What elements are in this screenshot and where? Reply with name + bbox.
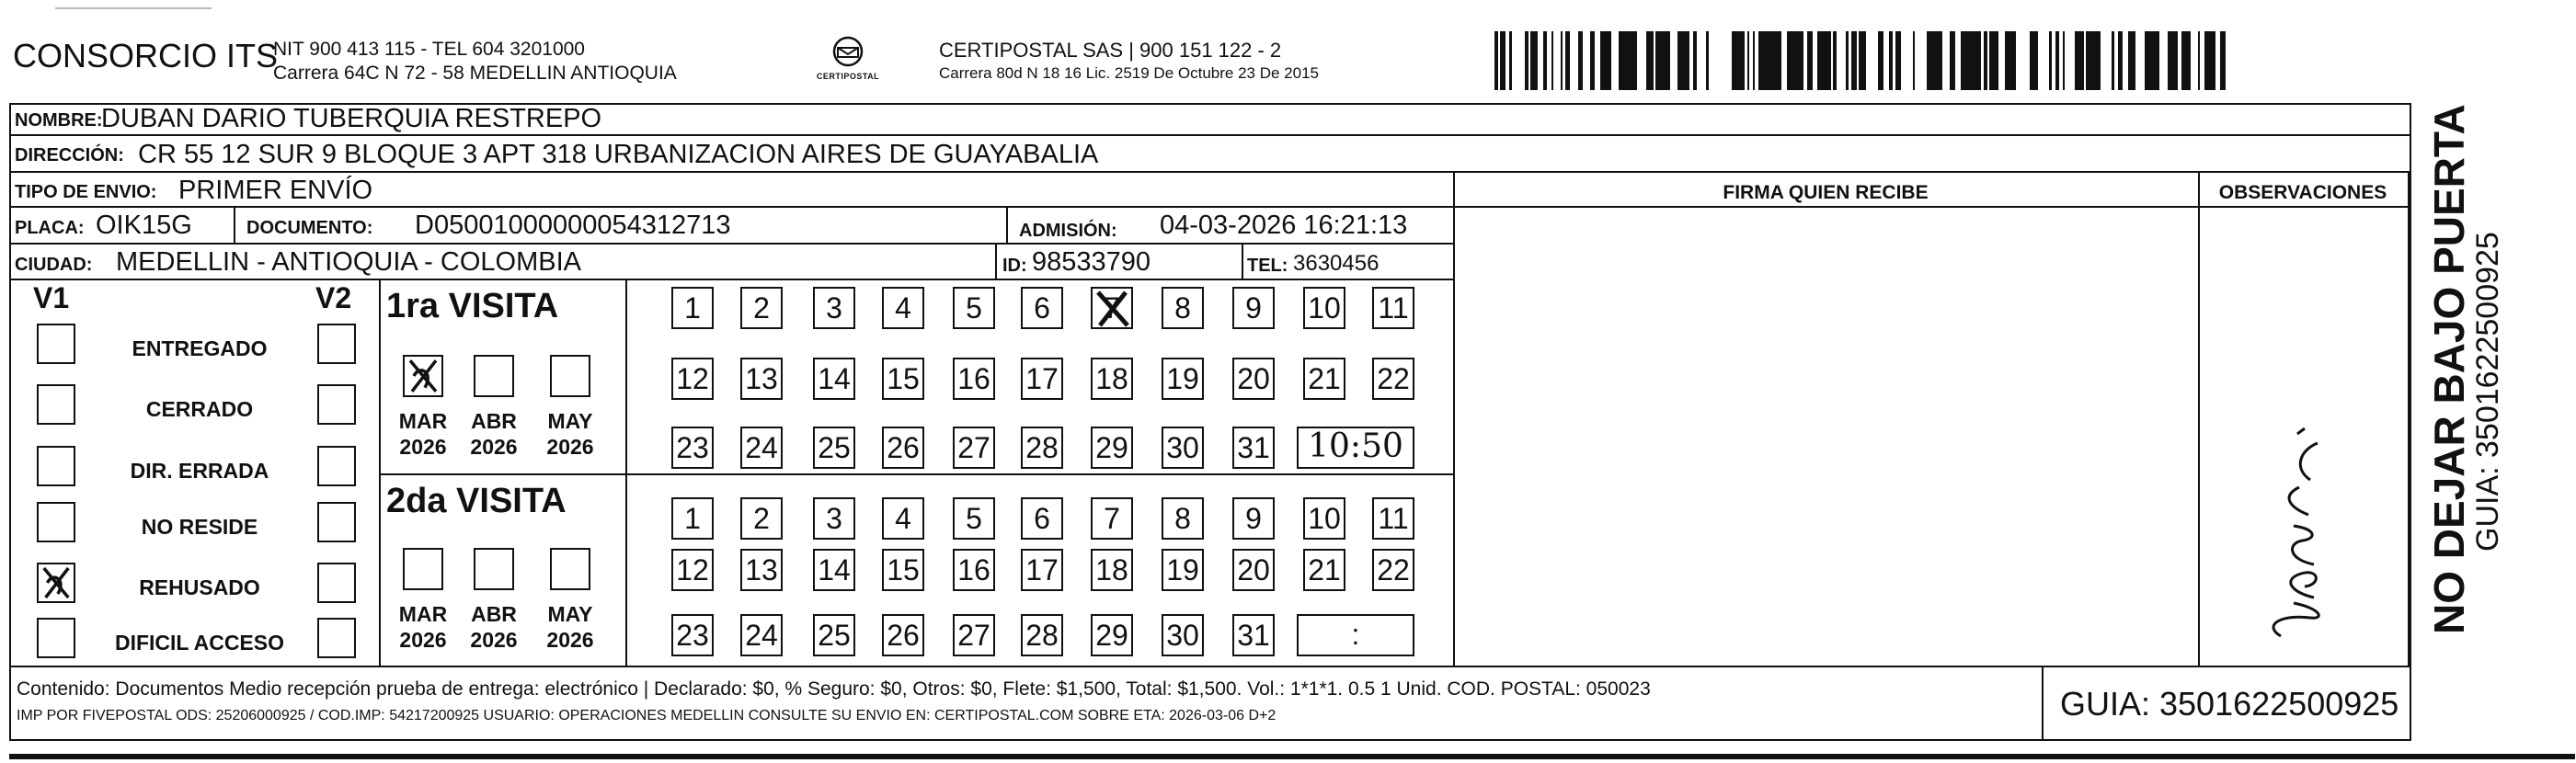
barcode-bar (1693, 31, 1697, 90)
first-visit-time[interactable]: 10:50 (1297, 427, 1414, 469)
day-box-25[interactable]: 25 (813, 614, 855, 656)
barcode-bar (2151, 31, 2157, 90)
barcode-bar (2206, 31, 2210, 90)
day-box-28[interactable]: 28 (1021, 427, 1063, 469)
status-divider (379, 279, 381, 666)
barcode-bar (1768, 31, 1772, 90)
barcode-bar (2030, 31, 2032, 90)
barcode-bar (1732, 31, 1734, 90)
day-box-7[interactable]: 7 (1091, 287, 1133, 329)
barcode-bar (2112, 31, 2114, 90)
barcode-bar (1665, 31, 1668, 90)
top-edge-marks (55, 0, 212, 9)
barcode-bar (1995, 31, 1998, 90)
day-box-17[interactable]: 17 (1021, 358, 1063, 400)
barcode-bar (1778, 31, 1781, 90)
day-box-13[interactable]: 13 (740, 358, 783, 400)
day-box-16[interactable]: 16 (953, 358, 995, 400)
barcode-bar (2132, 31, 2135, 90)
barcode-bar (2204, 31, 2206, 90)
documento-value: D05001000000054312713 (415, 211, 731, 240)
barcode-bar (2012, 31, 2016, 90)
v2-checkbox[interactable] (317, 324, 356, 364)
barcode-bar (1677, 31, 1682, 90)
barcode-bar (1651, 31, 1654, 90)
barcode-bar (1799, 31, 1803, 90)
day-box-4[interactable]: 4 (882, 287, 924, 329)
carrier-line2: Carrera 80d N 18 16 Lic. 2519 De Octubre 23 De 2015 (939, 64, 1319, 82)
day-box-5[interactable]: 5 (953, 287, 995, 329)
day-box-3[interactable]: 3 (813, 497, 855, 540)
barcode-bar (1895, 31, 1897, 90)
barcode-bar (1646, 31, 1651, 90)
barcode-bar (1826, 31, 1831, 90)
status-label: REHUSADO (139, 575, 260, 599)
v1-label: V1 (33, 281, 70, 314)
footer-imp: IMP POR FIVEPOSTAL ODS: 25206000925 / COD.IMP: 54217200925 USUARIO: OPERACIONES MEDELLIN CONSULTE SU ENVIO EN: CERTIPOSTAL.COM SOBRE ETA: 2026-03-06 D+2 (17, 708, 1277, 723)
day-box-28[interactable]: 28 (1021, 614, 1063, 656)
barcode-bar (1567, 31, 1570, 90)
barcode-bar (2168, 31, 2172, 90)
column-divider (2408, 171, 2410, 666)
barcode-bar (2008, 31, 2012, 90)
barcode-bar (1627, 31, 1632, 90)
year-label: 2026 (546, 628, 594, 652)
footer-content: Contenido: Documentos Medio recepción prueba de entrega: electrónico | Declarado: $0, % Seguro: $0, Otros: $0, Flete: $1,500, Total: $1,500. Vol.: 1*1*1. 0.5 1 Unid. COD. POSTAL: 050023 (17, 678, 1651, 700)
barcode-bar (1817, 31, 1822, 90)
status-label: DIFICIL ACCESO (114, 631, 284, 655)
v2-label: V2 (315, 281, 352, 314)
documento-label: DOCUMENTO: (246, 218, 373, 238)
barcode-bar (1734, 31, 1737, 90)
barcode-bar (2186, 31, 2189, 90)
column-divider (1453, 171, 1455, 666)
day-box-21[interactable]: 21 (1303, 549, 1345, 591)
day-box-14[interactable]: 14 (813, 549, 855, 591)
barcode-bar (1971, 31, 1974, 90)
direccion-value: CR 55 12 SUR 9 BLOQUE 3 APT 318 URBANIZACION AIRES DE GUAYABALIA (138, 140, 1099, 169)
barcode-bar (1897, 31, 1901, 90)
barcode-bar (2212, 31, 2215, 90)
barcode-bar (1561, 31, 1563, 90)
barcode-bar (1687, 31, 1689, 90)
day-box-31[interactable]: 31 (1232, 614, 1275, 656)
row-line (9, 171, 2411, 173)
year-label: 2026 (470, 435, 518, 459)
barcode-bar (2049, 31, 2052, 90)
placa-value: OIK15G (96, 211, 192, 240)
barcode-bar (2198, 31, 2200, 90)
second-visit-title: 2da VISITA (386, 482, 567, 520)
tipo-envio-value: PRIMER ENVÍO (178, 176, 373, 205)
day-box-26[interactable]: 26 (882, 427, 924, 469)
carrier-line1: CERTIPOSTAL SAS | 900 151 122 - 2 (939, 39, 1282, 62)
day-box-1[interactable]: 1 (671, 497, 714, 540)
month-checkbox-abr[interactable] (474, 355, 514, 397)
cell-divider (995, 245, 997, 279)
status-label: CERRADO (145, 397, 254, 421)
day-box-22[interactable]: 22 (1372, 549, 1414, 591)
barcode-bar (2097, 31, 2101, 90)
barcode-bar (1934, 31, 1940, 90)
month-label: ABR (471, 602, 517, 626)
barcode-bar (1913, 31, 1915, 90)
barcode-bar (1863, 31, 1866, 90)
month-checkbox-mar[interactable] (403, 355, 443, 397)
barcode-bar (1772, 31, 1778, 90)
id-label: ID: (1002, 256, 1027, 276)
barcode-bar (1578, 31, 1583, 90)
company-line1: NIT 900 413 115 - TEL 604 3201000 (273, 39, 585, 60)
barcode-bar (1753, 31, 1755, 90)
day-box-5[interactable]: 5 (953, 497, 995, 540)
day-box-6[interactable]: 6 (1021, 497, 1063, 540)
barcode-bar (1747, 31, 1749, 90)
side-warning: NO DEJAR BAJO PUERTA (2425, 104, 2473, 634)
admision-value: 04-03-2026 16:21:13 (1160, 211, 1408, 240)
check-mark-icon (39, 564, 74, 601)
day-box-23[interactable]: 23 (671, 427, 714, 469)
day-box-4[interactable]: 4 (882, 497, 924, 540)
cell-divider (1006, 208, 1008, 243)
barcode-bar (1791, 31, 1795, 90)
first-visit-title: 1ra VISITA (386, 287, 559, 325)
day-box-27[interactable]: 27 (953, 427, 995, 469)
barcode-bar (2220, 31, 2226, 90)
day-box-29[interactable]: 29 (1091, 614, 1133, 656)
day-box-22[interactable]: 22 (1372, 358, 1414, 400)
day-box-30[interactable]: 30 (1162, 614, 1204, 656)
barcode-bar (1984, 31, 1987, 90)
firma-header: FIRMA QUIEN RECIBE (1723, 182, 1929, 203)
v1-checkbox[interactable] (37, 563, 75, 603)
barcode-bar (1931, 31, 1934, 90)
month-label: MAY (547, 602, 593, 626)
barcode-bar (2032, 31, 2038, 90)
month-checkbox-may[interactable] (550, 548, 590, 590)
year-label: 2026 (399, 435, 447, 459)
barcode-bar (1795, 31, 1799, 90)
barcode-bar (1940, 31, 1942, 90)
day-box-31[interactable]: 31 (1232, 427, 1275, 469)
barcode-bar (1668, 31, 1670, 90)
barcode-bar (2005, 31, 2008, 90)
year-label: 2026 (470, 628, 518, 652)
barcode-bar (1608, 31, 1611, 90)
barcode-bar (1860, 31, 1863, 90)
day-box-16[interactable]: 16 (953, 549, 995, 591)
ciudad-label: CIUDAD: (15, 255, 93, 275)
id-value: 98533790 (1032, 247, 1151, 277)
barcode-bar (1833, 31, 1837, 90)
barcode-bar (1536, 31, 1538, 90)
day-box-18[interactable]: 18 (1091, 549, 1133, 591)
barcode-bar (2157, 31, 2159, 90)
barcode-bar (1632, 31, 1637, 90)
day-box-18[interactable]: 18 (1091, 358, 1133, 400)
barcode-bar (1950, 31, 1952, 90)
month-checkbox-mar[interactable] (403, 548, 443, 590)
barcode-bar (2055, 31, 2059, 90)
barcode-bar (1966, 31, 1971, 90)
day-box-13[interactable]: 13 (740, 549, 783, 591)
barcode-bar (1889, 31, 1893, 90)
barcode-bar (1878, 31, 1883, 90)
ciudad-value: MEDELLIN - ANTIOQUIA - COLOMBIA (116, 247, 581, 277)
day-box-24[interactable]: 24 (740, 614, 783, 656)
day-box-3[interactable]: 3 (813, 287, 855, 329)
day-box-21[interactable]: 21 (1303, 358, 1345, 400)
v2-checkbox[interactable] (317, 446, 356, 486)
footer-guia-divider (2042, 666, 2044, 741)
barcode-bar (2128, 31, 2132, 90)
barcode-bar (1551, 31, 1553, 90)
barcode-bar (1661, 31, 1665, 90)
check-mark-icon (1091, 287, 1133, 329)
day-box-29[interactable]: 29 (1091, 427, 1133, 469)
side-guia: GUIA: 3501622500925 (2470, 232, 2505, 552)
day-box-9[interactable]: 9 (1232, 287, 1275, 329)
barcode-bar (1655, 31, 1659, 90)
v1-checkbox[interactable] (37, 384, 75, 425)
certipostal-logo (807, 35, 889, 88)
barcode-bar (1989, 31, 1995, 90)
cell-divider (1242, 245, 1243, 279)
tel-value: 3630456 (1293, 251, 1380, 276)
barcode-bar (2210, 31, 2212, 90)
barcode-bar (1787, 31, 1791, 90)
visit-divider (379, 473, 1453, 475)
month-label: MAR (398, 602, 448, 626)
footer-divider (9, 666, 2411, 667)
row-line (9, 279, 1453, 280)
v1-checkbox[interactable] (37, 324, 75, 364)
day-box-23[interactable]: 23 (671, 614, 714, 656)
barcode-bar (1952, 31, 1955, 90)
day-box-1[interactable]: 1 (671, 287, 714, 329)
day-box-2[interactable]: 2 (740, 287, 783, 329)
second-visit-time[interactable]: : (1297, 614, 1414, 656)
barcode-bar (1525, 31, 1528, 90)
barcode-bar (1927, 31, 1931, 90)
barcode-bar (2181, 31, 2186, 90)
admision-label: ADMISIÓN: (1019, 221, 1117, 241)
day-box-11[interactable]: 11 (1372, 287, 1414, 329)
v2-checkbox[interactable] (317, 563, 356, 603)
day-box-27[interactable]: 27 (953, 614, 995, 656)
barcode-bar (1682, 31, 1687, 90)
logo-text: CERTIPOSTAL (816, 72, 880, 81)
barcode-bar (1600, 31, 1604, 90)
barcode-bar (2145, 31, 2147, 90)
barcode-bar (1758, 31, 1762, 90)
day-box-9[interactable]: 9 (1232, 497, 1275, 540)
day-box-15[interactable]: 15 (882, 358, 924, 400)
row-line (2198, 206, 2410, 208)
barcode-bar (1766, 31, 1768, 90)
barcode-bar (2176, 31, 2178, 90)
barcode-bar (1851, 31, 1857, 90)
v1-checkbox[interactable] (37, 446, 75, 486)
status-label: DIR. ERRADA (130, 459, 269, 483)
barcode-bar (1807, 31, 1813, 90)
barcode-bar (2063, 31, 2065, 90)
column-divider (2198, 171, 2200, 666)
observaciones-header: OBSERVACIONES (2218, 182, 2387, 203)
company-line2: Carrera 64C N 72 - 58 MEDELLIN ANTIOQUIA (273, 63, 677, 84)
day-box-7[interactable]: 7 (1091, 497, 1133, 540)
day-box-20[interactable]: 20 (1232, 549, 1275, 591)
placa-label: PLACA: (15, 218, 85, 238)
barcode-bar (1500, 31, 1504, 90)
day-box-20[interactable]: 20 (1232, 358, 1275, 400)
barcode-bar (1846, 31, 1849, 90)
tipo-envio-label: TIPO DE ENVIO: (15, 182, 157, 202)
barcode-bar (1621, 31, 1627, 90)
day-box-8[interactable]: 8 (1162, 497, 1204, 540)
barcode-bar (1543, 31, 1547, 90)
barcode-bar (2147, 31, 2151, 90)
month-label: MAY (547, 409, 593, 433)
day-box-19[interactable]: 19 (1162, 549, 1204, 591)
status-label: NO RESIDE (141, 515, 258, 539)
day-box-10[interactable]: 10 (1303, 497, 1345, 540)
barcode-bar (2189, 31, 2191, 90)
day-box-11[interactable]: 11 (1372, 497, 1414, 540)
bottom-edge (9, 754, 2575, 759)
barcode-bar (2091, 31, 2097, 90)
barcode-bar (2086, 31, 2091, 90)
barcode-bar (1565, 31, 1567, 90)
barcode (1494, 31, 2226, 90)
day-box-2[interactable]: 2 (740, 497, 783, 540)
barcode-bar (1706, 31, 1709, 90)
barcode-bar (1494, 31, 1498, 90)
barcode-bar (1604, 31, 1608, 90)
nombre-label-text: NOMBRE: (15, 110, 103, 131)
day-box-6[interactable]: 6 (1021, 287, 1063, 329)
cell-divider (234, 208, 235, 243)
v1-checkbox[interactable] (37, 502, 75, 542)
barcode-bar (1530, 31, 1536, 90)
day-box-8[interactable]: 8 (1162, 287, 1204, 329)
barcode-bar (1974, 31, 1975, 90)
barcode-bar (1975, 31, 1981, 90)
barcode-bar (1961, 31, 1966, 90)
day-box-17[interactable]: 17 (1021, 549, 1063, 591)
day-box-26[interactable]: 26 (882, 614, 924, 656)
recipient-signature (2226, 395, 2364, 653)
barcode-bar (1504, 31, 1506, 90)
barcode-bar (1659, 31, 1661, 90)
barcode-bar (1859, 31, 1860, 90)
barcode-bar (1822, 31, 1826, 90)
day-box-19[interactable]: 19 (1162, 358, 1204, 400)
year-label: 2026 (546, 435, 594, 459)
barcode-bar (2172, 31, 2176, 90)
barcode-bar (1740, 31, 1745, 90)
day-box-24[interactable]: 24 (740, 427, 783, 469)
footer-guia: GUIA: 3501622500925 (2060, 685, 2399, 723)
v1-checkbox[interactable] (37, 618, 75, 658)
v2-checkbox[interactable] (317, 502, 356, 542)
status-label: ENTREGADO (132, 336, 268, 360)
barcode-bar (2078, 31, 2084, 90)
company-name: CONSORCIO ITS (13, 37, 279, 74)
barcode-bar (1590, 31, 1595, 90)
day-box-25[interactable]: 25 (813, 427, 855, 469)
day-box-10[interactable]: 10 (1303, 287, 1345, 329)
direccion-label: DIRECCIÓN: (15, 145, 124, 165)
month-label: ABR (471, 409, 517, 433)
visit-vertical-line (625, 279, 627, 666)
year-label: 2026 (399, 628, 447, 652)
v2-checkbox[interactable] (317, 384, 356, 425)
barcode-bar (1619, 31, 1621, 90)
month-checkbox-may[interactable] (550, 355, 590, 397)
v2-checkbox[interactable] (317, 618, 356, 658)
nombre-value: DUBAN DARIO TUBERQUIA RESTREPO (101, 104, 602, 133)
barcode-bar (2118, 31, 2123, 90)
day-box-15[interactable]: 15 (882, 549, 924, 591)
tel-label: TEL: (1247, 256, 1288, 276)
check-mark-icon (405, 357, 441, 395)
row-line (9, 243, 1453, 245)
day-box-12[interactable]: 12 (671, 549, 714, 591)
row-line (9, 134, 2411, 136)
barcode-bar (1762, 31, 1766, 90)
row-line (9, 206, 2408, 208)
day-box-30[interactable]: 30 (1162, 427, 1204, 469)
barcode-bar (1509, 31, 1512, 90)
barcode-bar (1737, 31, 1740, 90)
barcode-bar (2075, 31, 2078, 90)
day-box-12[interactable]: 12 (671, 358, 714, 400)
month-checkbox-abr[interactable] (474, 548, 514, 590)
day-box-14[interactable]: 14 (813, 358, 855, 400)
month-label: MAR (398, 409, 448, 433)
